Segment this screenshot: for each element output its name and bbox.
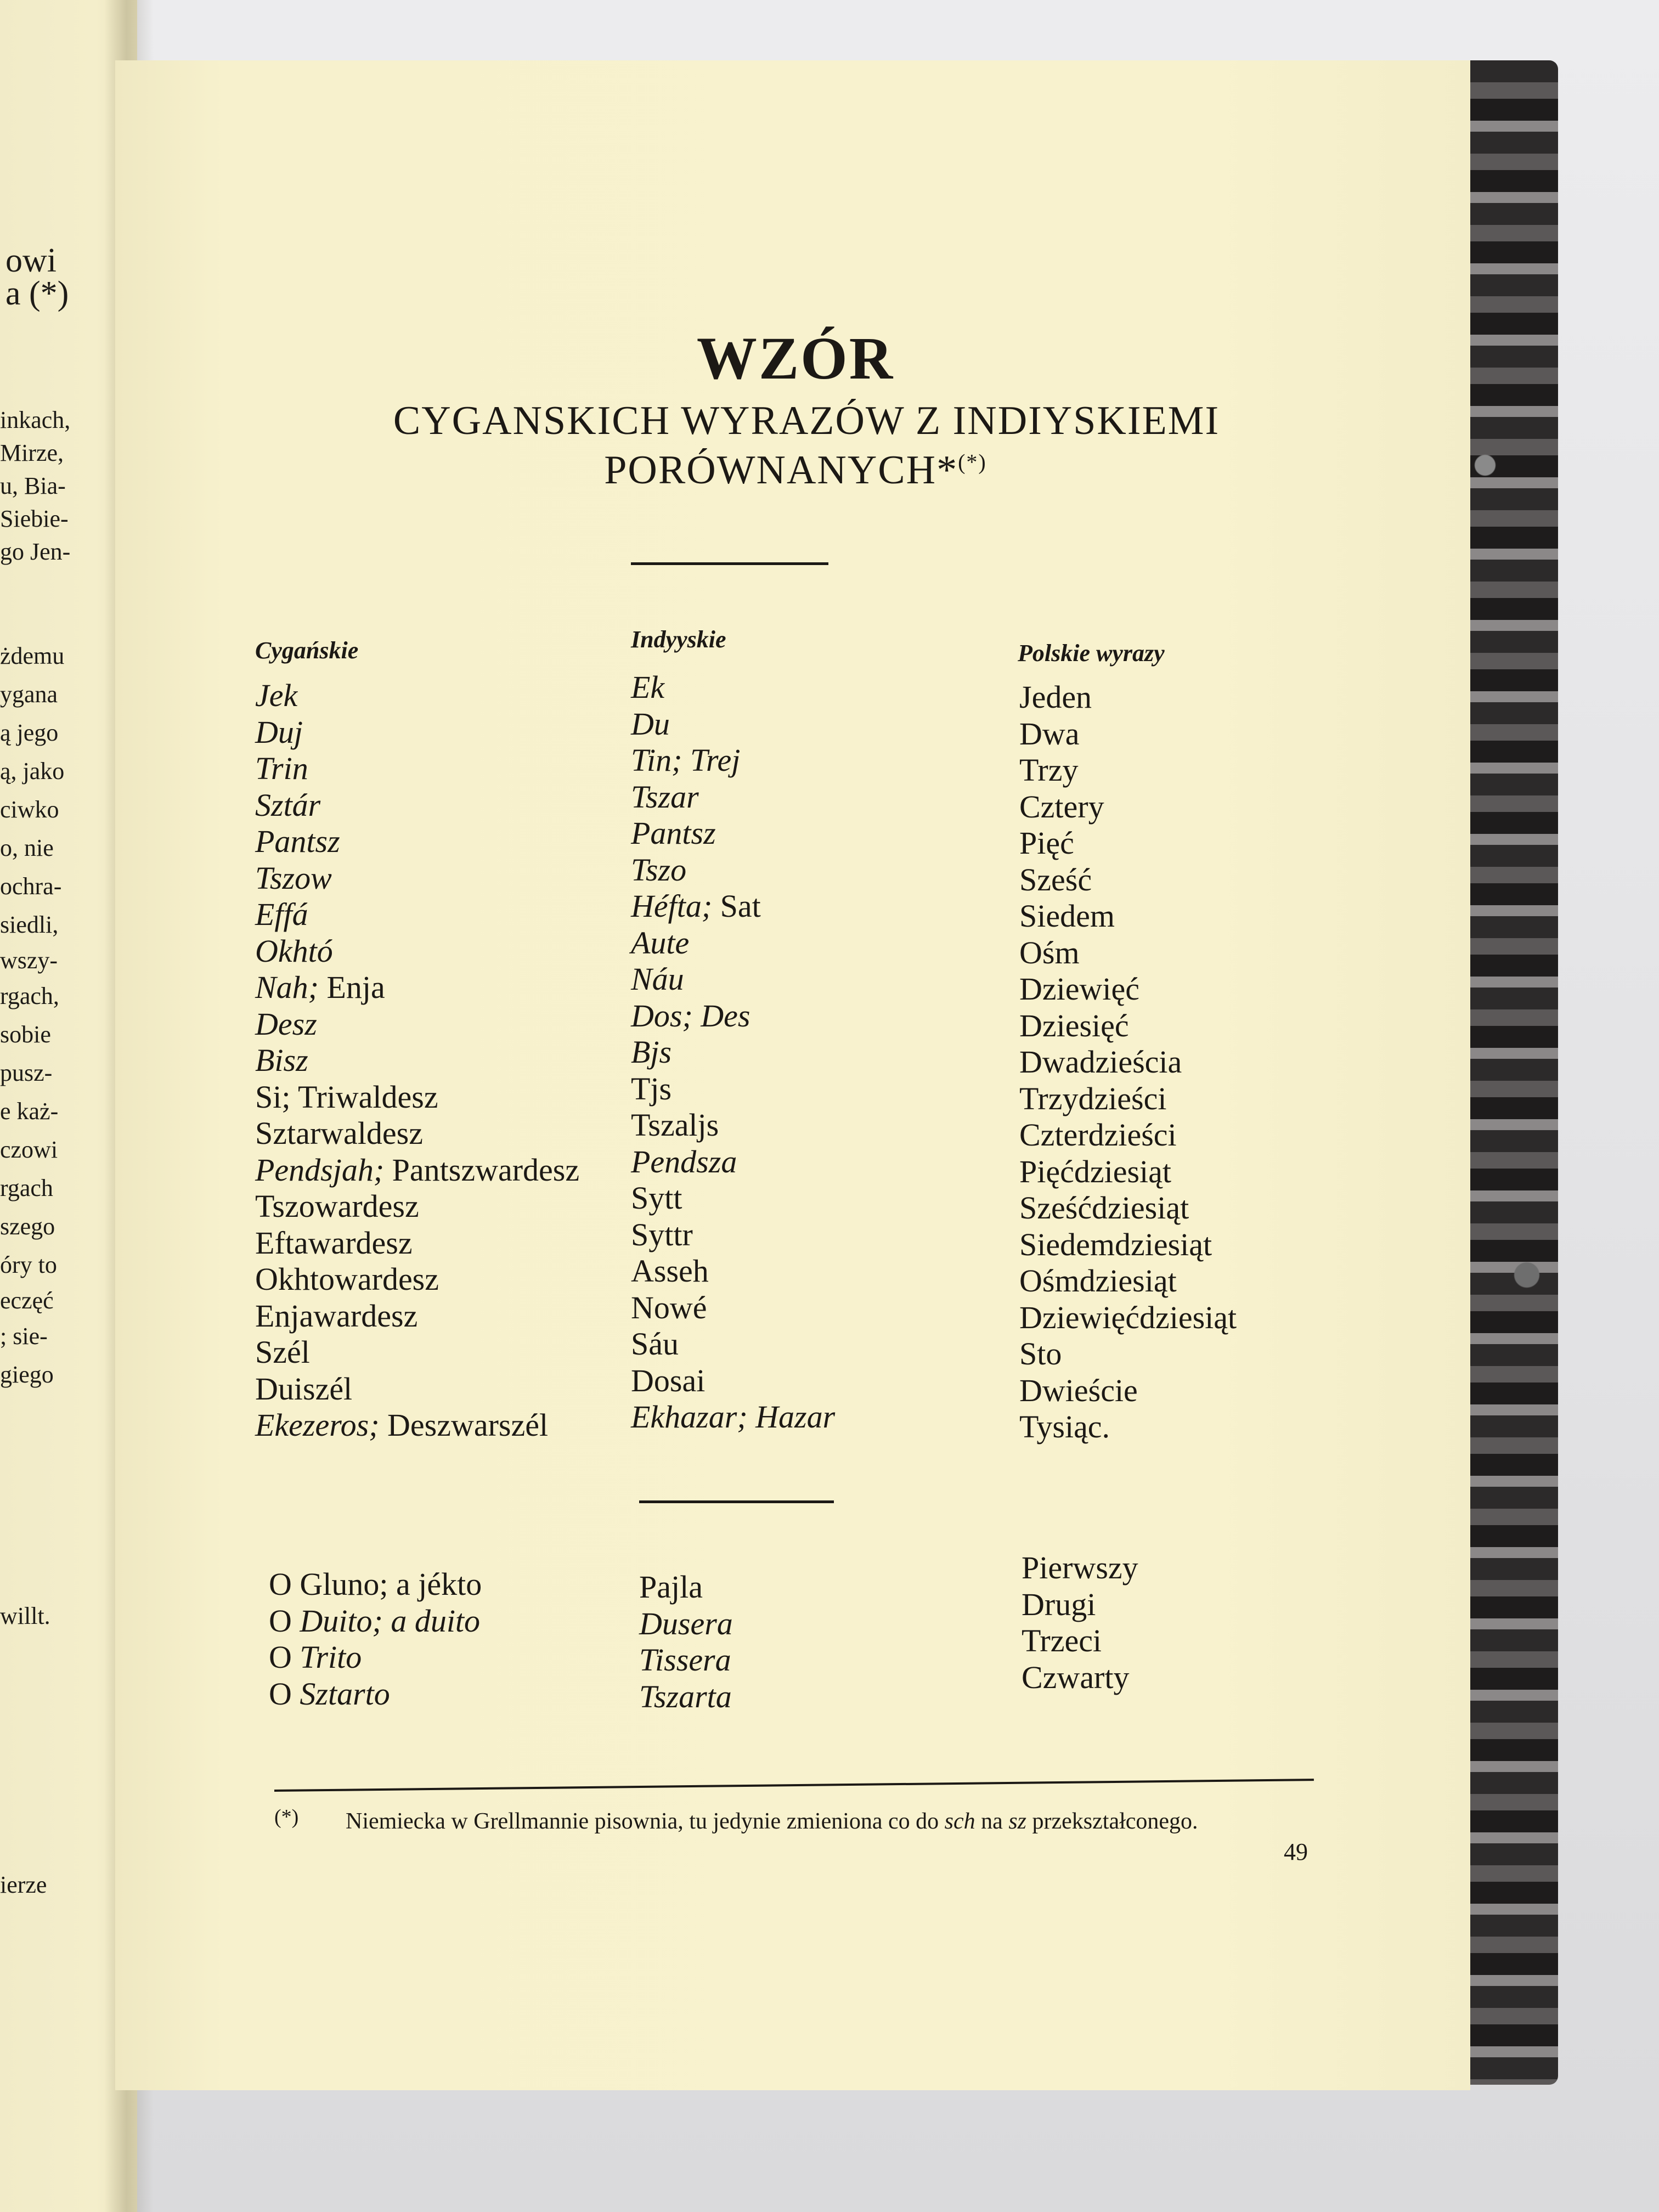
table-row [269,1566,482,1603]
italic-word: Dos; Des [631,997,751,1034]
table-row [631,1253,835,1290]
table-row [631,998,835,1035]
table-row [1019,1227,1237,1263]
word: Trzeci [1022,1623,1102,1658]
table-row [255,969,579,1006]
left-page-fragment: rgach, [0,983,59,1009]
footnote-text-b: na [975,1809,1009,1834]
left-page-fragment: óry to [0,1251,57,1278]
italic-word: Ekhazar; Hazar [631,1399,836,1435]
table-row [1019,862,1237,899]
word: O [269,1602,300,1639]
table-row [1019,1117,1237,1154]
left-page-fragment: ą, jako [0,758,65,785]
word: Pierwszy [1022,1550,1138,1585]
italic-word: Tin; Trej [631,742,741,778]
italic-word: Tszarta [639,1678,732,1714]
left-page-fragment: wszy- [0,947,58,974]
table-row [255,860,579,897]
left-page-fragment: u, Bia- [0,472,66,499]
table-row [255,1006,579,1043]
table-row [1019,935,1237,972]
italic-word: Sztár [255,787,321,823]
left-page-fragment: pusz- [0,1059,53,1086]
left-page-fragment: ygana [0,681,58,708]
title-divider [631,562,828,565]
left-page-fragment: go Jen- [0,538,71,565]
table-row [631,1363,835,1400]
table-row [255,787,579,824]
table-row [1022,1587,1138,1623]
word: Tszowardesz [255,1188,419,1224]
left-page-fragment: ; sie- [0,1323,48,1350]
word: Sáu [631,1326,679,1362]
left-page-fragment: eczęć [0,1287,54,1314]
table-row [631,925,835,962]
table-row [255,1407,579,1444]
word: Duiszél [255,1370,353,1407]
word: Szél [255,1334,310,1370]
left-page-fragment: ierze [0,1871,47,1898]
word: Pajla [639,1569,703,1605]
left-page-fragment: ciwko [0,796,59,823]
table-row [255,751,579,787]
page-title: WZÓR [696,325,895,392]
italic-word: Bisz [255,1042,308,1078]
table-row [1022,1550,1138,1587]
table-row [631,669,835,706]
table-row [269,1603,482,1640]
table-row [631,815,835,852]
footnote-sch: sch [944,1809,975,1834]
left-page-fragment: o, nie [0,834,54,861]
word: Trzydzieści [1019,1080,1167,1116]
word: Asseh [631,1253,709,1289]
table-row [255,823,579,860]
italic-word: Trito [300,1639,362,1675]
table-row [255,1115,579,1152]
table-row [1022,1660,1138,1696]
italic-word: Duj [255,714,303,750]
table-row [1019,971,1237,1008]
word: O [269,1639,300,1675]
word: Ośmdziesiąt [1019,1263,1177,1299]
table-row [631,1034,835,1071]
table-row [1019,1300,1237,1336]
table-row [1019,716,1237,753]
table-row [255,1261,579,1298]
word: Dwa [1019,715,1080,752]
table-row [1019,1190,1237,1227]
footnote-text-a: Niemiecka w Grellmannie pisownia, tu jedynie zmieniona co do [346,1809,945,1834]
word: Deszwarszél [379,1407,549,1443]
table-row [1019,825,1237,862]
table-row [1019,789,1237,826]
word: Dwadzieścia [1019,1044,1182,1080]
table-row [1019,1081,1237,1118]
word: Czterdzieści [1019,1117,1177,1153]
table-row [631,742,835,779]
table-row [255,1152,579,1189]
word: Sat [712,888,761,924]
column-indyjskie [631,669,835,1436]
word: Dziesięć [1019,1007,1129,1043]
table-row [1019,1373,1237,1409]
table-row [639,1569,733,1606]
header-polskie: Polskie wyrazy [1018,640,1165,667]
table-row [631,779,835,816]
word: Tjs [631,1070,672,1107]
word: Czwarty [1022,1659,1130,1695]
column-cyganskie [255,678,579,1444]
table-row [631,1217,835,1254]
word: Siedemdziesiąt [1019,1226,1212,1262]
italic-word: Héfta; [631,888,713,924]
word: Sto [1019,1336,1062,1372]
column-polskie [1019,679,1237,1446]
word: O Gluno; [269,1566,388,1602]
word: Si; Triwaldesz [255,1079,438,1115]
table-row [639,1679,733,1716]
subtitle-text: PORÓWNANYCH* [604,448,958,493]
table-row [269,1676,482,1713]
word: Pantszwardesz [384,1152,580,1188]
left-page-fragment: a (*) [5,275,69,312]
italic-word: Ekezeros; [255,1407,380,1443]
table-row [631,888,835,925]
table-row [1019,1154,1237,1190]
table-row [631,706,835,743]
subtitle-line-1: CYGANSKICH WYRAZÓW Z INDIYSKIEMI [393,398,1220,443]
italic-word: Duito; a duito [300,1602,481,1639]
italic-word: Dusera [639,1605,733,1641]
footnote-sz: sz [1008,1809,1027,1834]
word: Enja [319,969,385,1005]
table-row [631,1107,835,1144]
table-row [631,1290,835,1327]
footnote-rule [274,1779,1314,1792]
italic-word: Pendsjah; [255,1152,385,1188]
table-row [255,1298,579,1335]
italic-word: Trin [255,751,308,786]
table-row [639,1606,733,1643]
word: Sytt [631,1180,682,1216]
left-page-fragment: Mirze, [0,439,64,466]
table-row [631,852,835,889]
word: Tysiąc. [1019,1409,1110,1444]
table-row [255,1188,579,1225]
italic-word: Nah; [255,969,319,1005]
italic-word: Jek [255,678,298,713]
italic-word: Desz [255,1006,317,1042]
footnote-marker: (*) [958,449,987,475]
italic-word: Tissera [639,1642,731,1678]
word: Dziewięćdziesiąt [1019,1299,1237,1335]
table-row [1019,1263,1237,1300]
word: Trzy [1019,752,1079,788]
word: Dwieście [1019,1372,1138,1408]
left-page-fragment: ą jego [0,719,59,746]
table-row [1019,752,1237,789]
italic-word: Pantsz [631,815,716,851]
italic-word: Bjs [631,1034,672,1070]
italic-word: Sztarto [300,1675,390,1712]
table-row [639,1642,733,1679]
word: Sześćdziesiąt [1019,1190,1189,1226]
footnote-text [346,1808,1198,1835]
word: Pięć [1019,825,1074,861]
ordinals-indyjskie [639,1569,733,1715]
word: Okhtowardesz [255,1261,439,1297]
table-row [255,678,579,714]
italic-word: Du [631,706,670,742]
table-row [1019,1336,1237,1373]
word: Cztery [1019,788,1104,825]
table-row [631,1180,835,1217]
word: a jékto [388,1566,482,1602]
subtitle-line-2 [592,447,998,494]
italic-word: Pendsza [631,1143,737,1180]
italic-word: Tszo [631,851,687,888]
left-page-fragment: rgach [0,1175,53,1201]
table-row [255,896,579,933]
table-row [269,1639,482,1676]
table-row [255,933,579,970]
table-row [255,1079,579,1116]
italic-word: Tszar [631,778,699,815]
italic-word: Ek [631,669,665,705]
word: Siedem [1019,898,1115,934]
italic-word: Okhtó [255,933,333,969]
table-row [1019,1044,1237,1081]
left-page-fragment: Siebie- [0,505,69,532]
table-row [255,714,579,751]
table-row [255,1042,579,1079]
word: Syttr [631,1216,693,1252]
header-cyganskie: Cygańskie [255,637,359,664]
italic-word: Tszow [255,860,332,896]
page-number: 49 [1284,1838,1308,1865]
left-page-fragment: willt. [0,1602,50,1629]
left-page-fragment: sobie [0,1021,51,1048]
table-row [1019,1409,1237,1446]
word: Enjawardesz [255,1297,418,1334]
table-row [1019,898,1237,935]
word: Tszaljs [631,1107,719,1143]
left-page-fragment: ochra- [0,873,62,900]
section-divider [639,1500,834,1503]
italic-word: Aute [631,924,690,961]
left-page-fragment: inkach, [0,407,71,433]
word: Jeden [1019,679,1092,715]
table-row [255,1371,579,1408]
table-row [631,961,835,998]
ordinals-polskie [1022,1550,1138,1696]
left-page-fragment: siedli, [0,911,59,938]
left-page-fragment: żdemu [0,642,65,669]
word: Dosai [631,1362,706,1398]
table-row [1022,1623,1138,1660]
header-indyjskie: Indyyskie [631,626,726,653]
italic-word: Pantsz [255,823,340,859]
word: Dziewięć [1019,971,1139,1007]
left-page-fragment: szego [0,1213,55,1240]
table-row [1019,1008,1237,1045]
word: Eftawardesz [255,1224,413,1261]
italic-word: Effá [255,896,308,932]
word: Ośm [1019,934,1080,970]
italic-word: Náu [631,961,684,997]
ordinals-cyganskie [269,1566,482,1712]
table-row [631,1071,835,1108]
footnote-mark: (*) [274,1805,299,1829]
left-page-fragment: czowi [0,1136,58,1163]
table-row [631,1326,835,1363]
table-row [631,1144,835,1181]
footnote-text-c: przekształconego. [1026,1809,1198,1834]
left-page-fragment: owi [5,242,57,279]
table-row [255,1334,579,1371]
left-page-fragment: giego [0,1361,54,1388]
left-page-fragment: e każ- [0,1098,59,1125]
word: Nowé [631,1289,707,1325]
word: Drugi [1022,1586,1096,1622]
word: O [269,1675,300,1712]
table-row [1019,679,1237,716]
word: Pięćdziesiąt [1019,1153,1172,1189]
table-row [255,1225,579,1262]
word: Sztarwaldesz [255,1115,423,1151]
table-row [631,1399,835,1436]
word: Sześć [1019,861,1092,898]
